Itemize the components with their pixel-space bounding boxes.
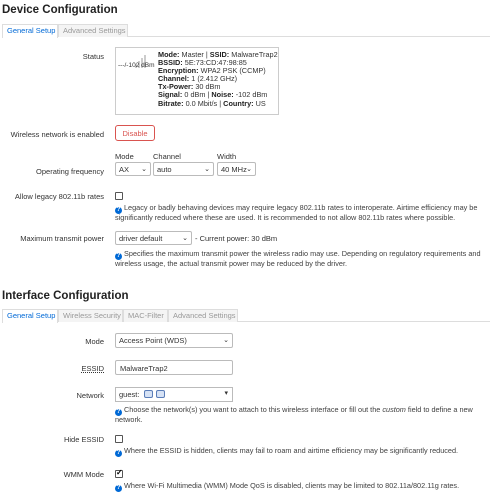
- iface-mode-select[interactable]: Access Point (WDS) ⌄: [115, 333, 233, 348]
- network-label: Network: [76, 391, 104, 400]
- question-circle-icon: ?: [116, 450, 121, 456]
- essid-input[interactable]: MalwareTrap2: [115, 360, 233, 375]
- chevron-down-icon: ⌄: [223, 337, 229, 344]
- network-port-icon: [144, 390, 153, 398]
- question-circle-icon: ?: [116, 485, 121, 491]
- wmm-mode-help: ? Where Wi-Fi Multimedia (WMM) Mode QoS is disabled, clients may be limited to 802.11a/802.11g rates.: [116, 481, 460, 491]
- freq-width-label: Width: [217, 152, 237, 161]
- wmm-mode-label: WMM Mode: [63, 470, 104, 479]
- legacy-rates-help: ? Legacy or badly behaving devices may require legacy 802.11b rates to interoperate. Airtime efficiency may be significantly reduced where these are used. It is recommended to not allow 802.11b rates where possible.: [115, 203, 478, 222]
- device-config-title: Device Configuration: [2, 4, 118, 16]
- tab-advanced-settings[interactable]: Advanced Settings: [58, 24, 128, 37]
- hide-essid-help: ? Where the ESSID is hidden, clients may fail to roam and airtime efficiency may be significantly reduced.: [116, 446, 459, 456]
- freq-mode-label: Mode: [115, 152, 134, 161]
- tab-wireless-security[interactable]: Wireless Security: [58, 309, 123, 322]
- tx-power-help: ? Specifies the maximum transmit power the wireless radio may use. Depending on regulatory requirements and wireless usage, the actual transmit power may be reduced by the driver.: [115, 249, 481, 268]
- legacy-rates-label: Allow legacy 802.11b rates: [14, 192, 104, 201]
- signal-text: ---/-102 dBm: [118, 62, 155, 69]
- device-tabs: [2, 24, 490, 37]
- interface-tabs: [2, 309, 490, 322]
- tab-general-setup[interactable]: General Setup: [2, 24, 58, 38]
- status-label: Status: [82, 52, 104, 61]
- network-help: ? Choose the network(s) you want to attach to this wireless interface or fill out the custom field to define a new network.: [115, 405, 473, 424]
- network-select[interactable]: guest: ▾: [115, 387, 233, 402]
- freq-mode-select[interactable]: AX ⌄: [115, 162, 151, 176]
- question-circle-icon: ?: [116, 207, 121, 213]
- chevron-down-icon: ⌄: [204, 166, 210, 173]
- operating-frequency-label: Operating frequency: [36, 167, 104, 176]
- question-circle-icon: ?: [116, 409, 121, 415]
- tab-iface-general-setup[interactable]: General Setup: [2, 309, 58, 323]
- disable-button[interactable]: Disable: [115, 125, 155, 141]
- legacy-rates-checkbox[interactable]: [115, 192, 123, 200]
- wmm-mode-checkbox[interactable]: [115, 470, 123, 478]
- hide-essid-label: Hide ESSID: [63, 435, 104, 444]
- tab-mac-filter[interactable]: MAC-Filter: [123, 309, 168, 322]
- tab-iface-advanced-settings[interactable]: Advanced Settings: [168, 309, 238, 322]
- wireless-enabled-label: Wireless network is enabled: [10, 130, 104, 139]
- network-port-icon: [156, 390, 165, 398]
- chevron-down-icon: ⌄: [182, 235, 188, 242]
- current-power-text: - Current power: 30 dBm: [195, 234, 278, 243]
- interface-config-title: Interface Configuration: [2, 290, 129, 302]
- tx-power-select[interactable]: driver default ⌄: [115, 231, 192, 245]
- freq-width-select[interactable]: 40 MHz ⌄: [217, 162, 256, 176]
- freq-channel-select[interactable]: auto ⌄: [153, 162, 214, 176]
- essid-label: ESSID: [81, 364, 104, 373]
- freq-channel-label: Channel: [153, 152, 181, 161]
- chevron-down-icon: ⌄: [246, 166, 252, 173]
- iface-mode-label: Mode: [85, 337, 104, 346]
- hide-essid-checkbox[interactable]: [115, 435, 123, 443]
- dropdown-triangle-icon: ▾: [224, 390, 228, 397]
- status-details: Mode: Master | SSID: MalwareTrap2 BSSID: 5E:73:CD:47:98:85 Encryption: WPA2 PSK (CCMP) Channel: 1 (2.412 GHz) Tx-Power: 30 dBm Signal: 0 dBm | Noise: -102 dBm Bitrate: 0.0 Mbit/s | Country: US: [158, 50, 278, 108]
- question-circle-icon: ?: [116, 253, 121, 259]
- max-tx-power-label: Maximum transmit power: [20, 234, 104, 243]
- status-box: [115, 47, 279, 115]
- chevron-down-icon: ⌄: [141, 166, 147, 173]
